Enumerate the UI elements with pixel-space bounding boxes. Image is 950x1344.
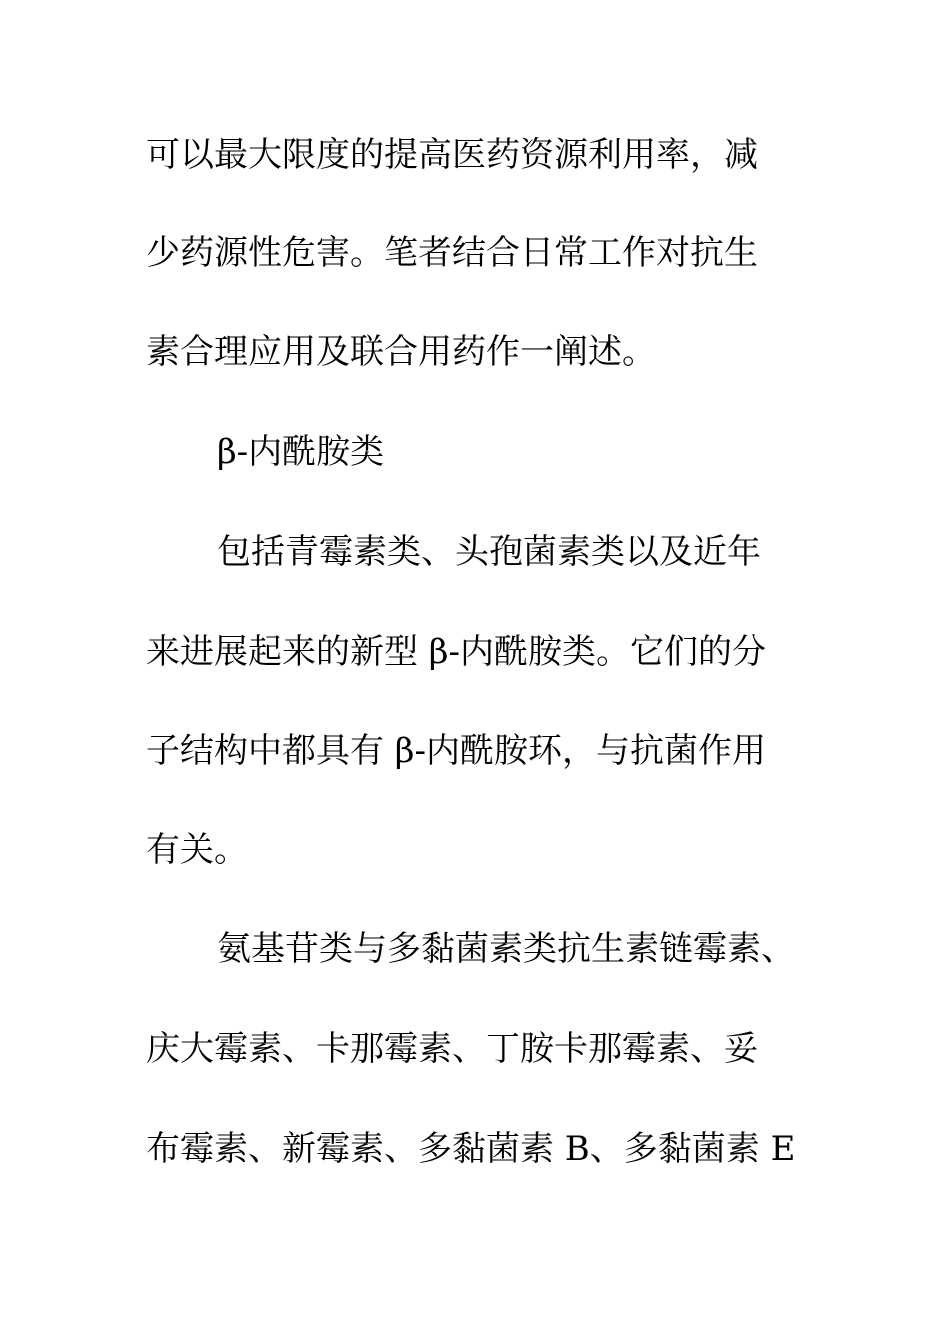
- section-heading: β-内酰胺类: [217, 432, 385, 472]
- body-line-6: 来进展起来的新型 β-内酰胺类。它们的分: [146, 632, 766, 672]
- body-line-10: 庆大霉素、卡那霉素、丁胺卡那霉素、妥: [146, 1029, 758, 1069]
- body-line-5: 包括青霉素类、头孢菌素类以及近年: [217, 532, 761, 572]
- body-line-7: 子结构中都具有 β-内酰胺环，与抗菌作用: [146, 731, 766, 771]
- body-line-1: 可以最大限度的提高医药资源利用率，减: [146, 135, 758, 175]
- body-line-8: 有关。: [146, 830, 248, 870]
- body-line-9: 氨基苷类与多黏菌素类抗生素链霉素、: [217, 929, 795, 969]
- body-line-11: 布霉素、新霉素、多黏菌素 B、多黏菌素 E: [146, 1129, 796, 1169]
- body-line-2: 少药源性危害。笔者结合日常工作对抗生: [146, 233, 758, 273]
- body-line-3: 素合理应用及联合用药作一阐述。: [146, 332, 656, 372]
